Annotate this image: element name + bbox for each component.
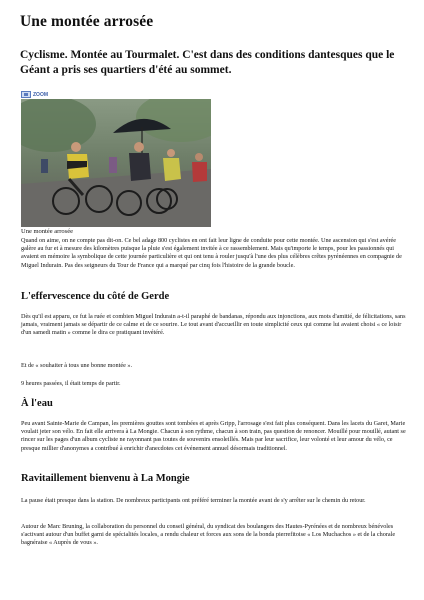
photo-caption: Une montée arrosée [21, 228, 73, 235]
cyclists-photo [21, 99, 211, 227]
section-heading: À l'eau [21, 398, 53, 409]
section-paragraph: 9 heures passées, il était temps de partir. [21, 380, 121, 387]
magnifier-icon [21, 91, 31, 98]
section-heading: L'effervescence du côté de Gerde [21, 291, 170, 302]
article-photo[interactable] [21, 99, 211, 227]
article-title: Une montée arrosée [20, 13, 154, 30]
intro-paragraph: Quand on aime, on ne compte pas dit-on. Ce bel adage 800 cyclistes en ont fait leur ligne de conduite pour cette montée. Une ascension qui s'est avérée galère au fur et à mesure des kilomètres puisque la pluie s'est également invitée à ce rassemblement. Mais qu'importe le temps, pour les passionnés qui avaient en mémoire la symbolique de cette journée particulière et qui ont tenu à rouler jusqu'à l'une des plus célèbres crêtes pyrénéennes en compagnie de Miguel Indurain. Pas des seigneurs du Tour de France qui a marqué par cinq fois l'histoire de la grande boucle. [21, 237, 402, 269]
zoom-label: ZOOM [33, 91, 48, 98]
zoom-link[interactable] [21, 91, 48, 98]
section-paragraph: Autour de Marc Bruning, la collaboration du personnel du conseil général, du syndicat des boulangers des Hautes-Pyrénées et de nombreux bénévoles s'activant autour d'un buffet garni de spécialités locales, a rendu chaleur et forces aux sons de la bonda pierrefitoise « Los Muchachos » et de la chorale bagnéraise « Auprès de vous ». [21, 523, 396, 547]
article-subtitle: Cyclisme. Montée au Tourmalet. C'est dans des conditions dantesques que le Géant a pris ses quartiers d'été au sommet. [20, 49, 395, 76]
section-paragraph: Dès qu'il est apparu, ce fut la ruée et combien Miguel Indurain a-t-il paraphé de bandanas, répondu aux injonctions, aux mots d'amitié, de félicitations, sans jamais, vraiment jamais se départir de ce calme et de ce sourire. Le tout avant d'accueillir en toute simplicité ceux qui comme lui avaient choisi « ce loisir d'un samedi matin » comme le dira ce pratiquant invétéré. [21, 313, 406, 337]
section-heading: Ravitaillement bienvenu à La Mongie [21, 473, 190, 484]
section-paragraph: La pause était presque dans la station. De nombreux participants ont préféré terminer la montée avant de s'y arrêter sur le chemin du retour. [21, 497, 366, 504]
section-paragraph: Et de « souhaiter à tous une bonne montée ». [21, 362, 133, 369]
section-paragraph: Peu avant Sainte-Marie de Campan, les premières gouttes sont tombées et après Gripp, l'arrosage s'est fait plus conséquent. Dans les lacets du Garet, Marie voulait jeter son vélo. En fait elle arrivera à La Mongie. Chacun à son rythme, chacun à son train, pas question de renoncer. Mouillé pour mouillé, autant se rincer sur les pages d'un album cycliste ne rayonnant pas toutes de souvenirs ensoleillés. Mais par leur sacrifice, leur volonté et leur amour du vélo, ce presque millier d'anonymes a contribué à enrichir d'anecdotes cet événement annuel désormais traditionnel. [21, 420, 406, 452]
